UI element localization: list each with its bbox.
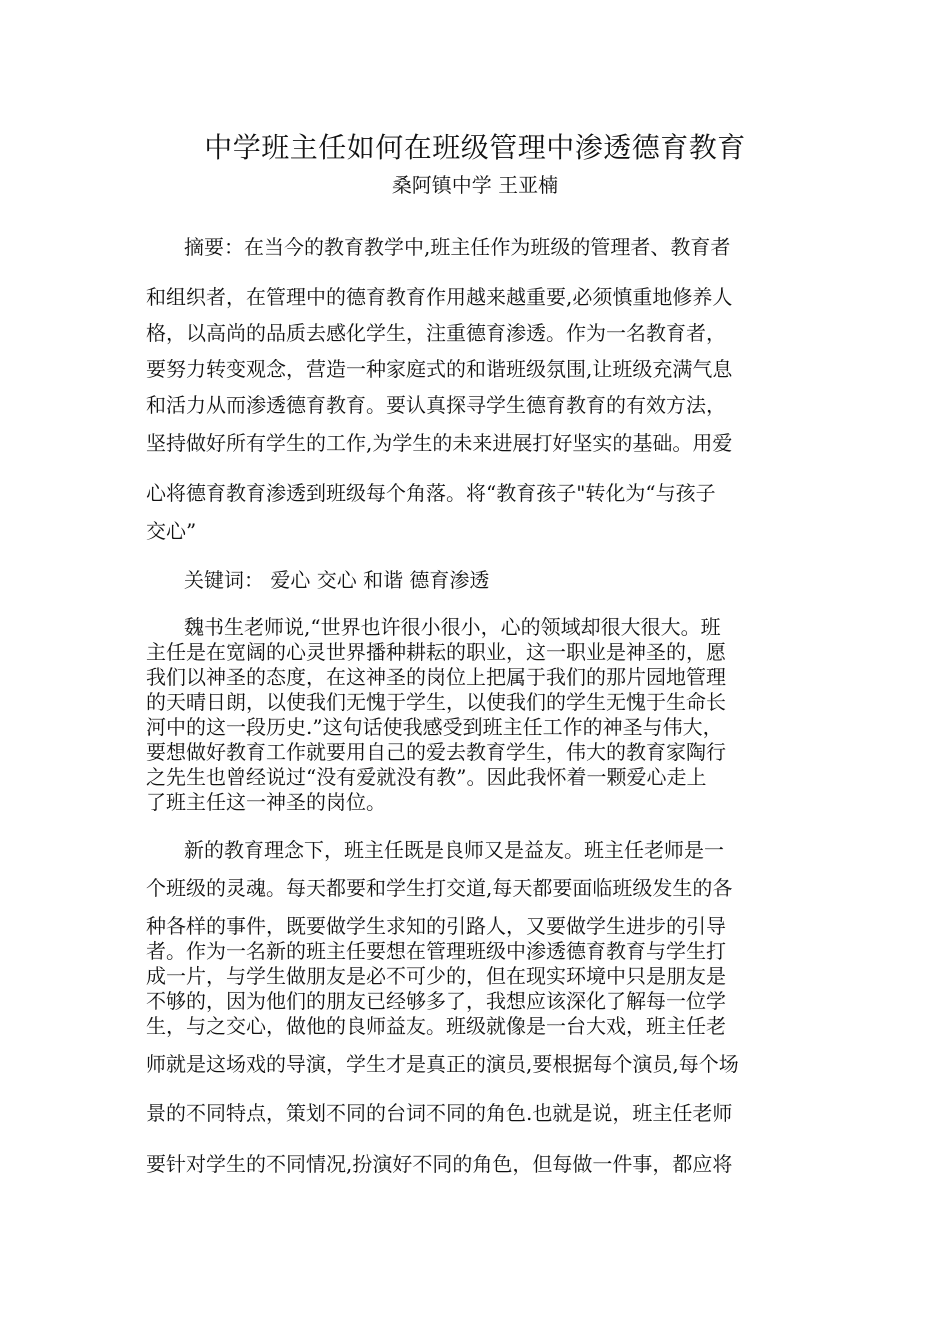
paragraph1-line: 河中的这一段历史.”这句话使我感受到班主任工作的神圣与伟大， [146,715,723,739]
paragraph2-line: 种各样的事件，既要做学生求知的引路人，又要做学生进步的引导 [146,914,726,938]
paragraph2-line: 要针对学生的不同情况,扮演好不同的角色，但每做一件事，都应将 [146,1152,733,1176]
abstract-line: 摘要：在当今的教育教学中,班主任作为班级的管理者、教育者 [184,235,731,259]
paragraph1-line: 我们以神圣的态度，在这神圣的岗位上把属于我们的那片园地管理 [146,665,726,689]
paragraph2-line: 个班级的灵魂。每天都要和学生打交道,每天都要面临班级发生的各 [146,876,733,900]
abstract-line: 和活力从而渗透德育教育。要认真探寻学生德育教育的有效方法， [146,393,726,417]
abstract-line: 交心” [146,519,197,543]
document-title: 中学班主任如何在班级管理中渗透德育教育 [204,131,746,164]
keywords-line: 关键词： 爱心 交心 和谐 德育渗透 [184,568,490,592]
paragraph2-line: 新的教育理念下，班主任既是良师又是益友。班主任老师是一 [184,838,724,862]
abstract-line: 和组织者，在管理中的德育教育作用越来越重要,必须慎重地修养人 [146,285,733,309]
abstract-line: 格，以高尚的品质去感化学生，注重德育渗透。作为一名教育者， [146,321,726,345]
paragraph2-line: 不够的，因为他们的朋友已经够多了，我想应该深化了解每一位学 [146,989,726,1013]
paragraph1-line: 魏书生老师说,“世界也许很小很小，心的领域却很大很大。班 [184,615,721,639]
paragraph1-line: 的天晴日朗，以使我们无愧于学生，以使我们的学生无愧于生命长 [146,690,726,714]
paragraph1-line: 之先生也曾经说过“没有爱就没有教”。因此我怀着一颗爱心走上 [146,765,707,789]
paragraph2-line: 景的不同特点，策划不同的台词不同的角色.也就是说，班主任老师 [146,1101,733,1125]
paragraph2-line: 师就是这场戏的导演，学生才是真正的演员,要根据每个演员,每个场 [146,1052,739,1076]
abstract-line: 要努力转变观念，营造一种家庭式的和谐班级氛围,让班级充满气息 [146,357,733,381]
abstract-line: 坚持做好所有学生的工作,为学生的未来进展打好坚实的基础。用爱 [146,431,733,455]
paragraph1-line: 要想做好教育工作就要用自己的爱去教育学生，伟大的教育家陶行 [146,740,726,764]
abstract-line: 心将德育教育渗透到班级每个角落。将“教育孩子"转化为“与孩子 [146,481,716,505]
paragraph1-line: 了班主任这一神圣的岗位。 [146,790,386,814]
paragraph2-line: 成一片，与学生做朋友是必不可少的，但在现实环境中只是朋友是 [146,964,726,988]
paragraph2-line: 生，与之交心，做他的良师益友。班级就像是一台大戏，班主任老 [146,1014,726,1038]
document-author: 桑阿镇中学 王亚楠 [391,173,559,197]
paragraph2-line: 者。作为一名新的班主任要想在管理班级中渗透德育教育与学生打 [146,939,726,963]
paragraph1-line: 主任是在宽阔的心灵世界播种耕耘的职业，这一职业是神圣的，愿 [146,640,726,664]
